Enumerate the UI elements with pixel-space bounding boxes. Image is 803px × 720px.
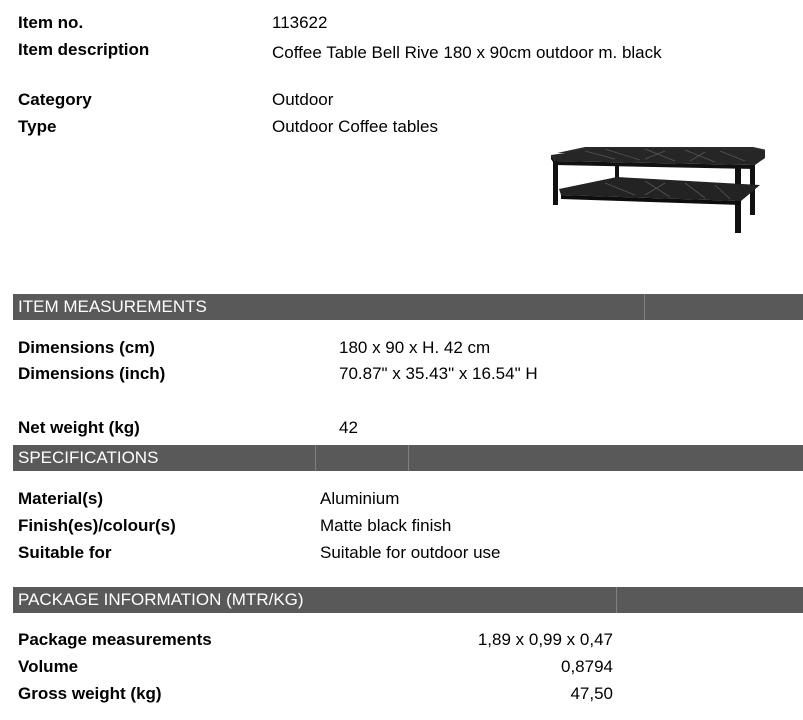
category-label: Category <box>18 90 92 109</box>
item-description-value: Coffee Table Bell Rive 180 x 90cm outdoor m. black <box>272 43 662 62</box>
specifications-title: SPECIFICATIONS <box>18 448 159 467</box>
material-label: Material(s) <box>18 489 104 508</box>
specifications-header <box>13 445 803 471</box>
package-information-header <box>13 587 803 613</box>
gross-weight-value: 47,50 <box>570 684 613 703</box>
finish-label: Finish(es)/colour(s) <box>18 516 176 535</box>
package-measurements-label: Package measurements <box>18 630 212 649</box>
item-no-value: 113622 <box>272 13 328 32</box>
band-divider <box>315 445 316 471</box>
band-divider <box>616 587 617 613</box>
material-value: Aluminium <box>320 489 400 508</box>
package-measurements-value: 1,89 x 0,99 x 0,47 <box>477 630 613 649</box>
item-description-label: Item description <box>18 40 150 59</box>
dimensions-cm-value: 180 x 90 x H. 42 cm <box>339 338 491 357</box>
net-weight-label: Net weight (kg) <box>18 418 140 437</box>
package-information-title: PACKAGE INFORMATION (MTR/KG) <box>18 590 304 609</box>
coffee-table-image <box>545 143 765 238</box>
item-no-label: Item no. <box>18 13 84 32</box>
finish-value: Matte black finish <box>320 516 452 535</box>
suitable-for-label: Suitable for <box>18 543 112 562</box>
dimensions-inch-value: 70.87" x 35.43" x 16.54" H <box>339 364 538 383</box>
item-measurements-header <box>13 294 803 320</box>
gross-weight-label: Gross weight (kg) <box>18 684 162 703</box>
band-divider <box>408 445 409 471</box>
volume-label: Volume <box>18 657 79 676</box>
category-value: Outdoor <box>272 90 334 109</box>
type-label: Type <box>18 117 57 136</box>
net-weight-value: 42 <box>339 418 358 437</box>
dimensions-cm-label: Dimensions (cm) <box>18 338 155 357</box>
item-measurements-title: ITEM MEASUREMENTS <box>18 297 207 316</box>
type-value: Outdoor Coffee tables <box>272 117 439 136</box>
suitable-for-value: Suitable for outdoor use <box>320 543 501 562</box>
dimensions-inch-label: Dimensions (inch) <box>18 364 166 383</box>
band-divider <box>644 294 645 320</box>
volume-value: 0,8794 <box>561 657 613 676</box>
